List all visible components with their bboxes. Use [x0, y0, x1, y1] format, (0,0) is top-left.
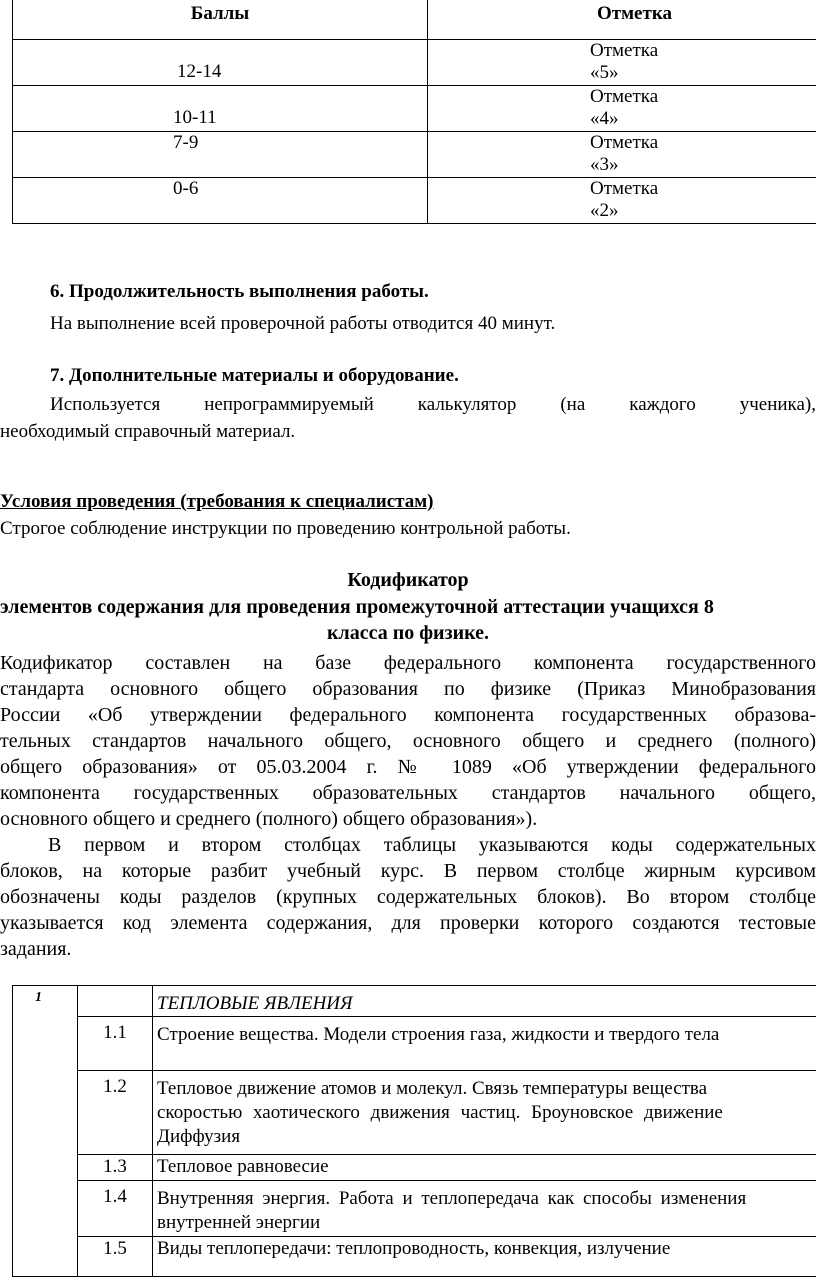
- paragraph-line: основного общего и среднего (полного) общего образования»).: [0, 806, 816, 832]
- table-row: [13, 1181, 816, 1237]
- paragraph-line: В первом и втором столбцах таблицы указываются коды содержательных: [0, 832, 816, 858]
- table-row: [13, 1071, 816, 1155]
- points-cell: 0-6: [173, 178, 427, 200]
- paragraph-line: тельных стандартов начального общего, основного общего и среднего (полного): [0, 728, 816, 754]
- element-text: Строение вещества. Модели строения газа, жидкости и твердого тела: [157, 1023, 816, 1047]
- element-code: 1.2: [78, 1071, 153, 1155]
- grade-word: Отметка: [590, 178, 816, 200]
- paragraph-line: компонента государственных образовательных стандартов начального общего,: [0, 780, 816, 806]
- paragraph-line: указывается код элемента содержания, для проверки которого создаются тестовые: [0, 910, 816, 936]
- grade-value: «3»: [590, 154, 816, 176]
- grade-word: Отметка: [590, 86, 816, 108]
- grade-word: Отметка: [590, 132, 816, 154]
- codifier-paragraph-2: [0, 832, 816, 962]
- section6-text: На выполнение всей проверочной работы отводится 40 минут.: [50, 312, 555, 336]
- section-code: 1: [13, 986, 77, 1010]
- table-row: [13, 40, 816, 86]
- section7-text-line1: Используется непрограммируемый калькулятор (на каждого ученика),: [50, 393, 816, 417]
- grade-word: Отметка: [590, 40, 816, 62]
- paragraph-line: стандарта основного общего образования по физике (Приказ Минобразования: [0, 676, 816, 702]
- paragraph-line: общего образования» от 05.03.2004 г. № 1089 «Об утверждении федерального: [0, 754, 816, 780]
- grade-value: «5»: [590, 62, 816, 84]
- element-text: Тепловое равновесие: [157, 1155, 816, 1179]
- paragraph-line: России «Об утверждении федерального компонента государственных образова-: [0, 702, 816, 728]
- paragraph-line: обозначены коды разделов (крупных содержательных блоков). Во втором столбце: [0, 884, 816, 910]
- table-row: [13, 1017, 816, 1071]
- element-text: Виды теплопередачи: теплопроводность, конвекция, излучение: [157, 1237, 816, 1261]
- points-cell: 12-14: [173, 40, 427, 84]
- element-code: 1.5: [78, 1237, 153, 1277]
- codifier-subtitle-line2: класса по физике.: [0, 622, 816, 645]
- table-row: [13, 178, 816, 224]
- points-header: Баллы: [13, 0, 428, 40]
- codifier-title: Кодификатор: [0, 569, 816, 592]
- grade-header: Отметка: [428, 0, 816, 40]
- conditions-title: Условия проведения (требования к специалистам): [0, 491, 434, 513]
- codifier-subtitle-line1: элементов содержания для проведения промежуточной аттестации учащихся 8: [0, 596, 714, 619]
- table-row: [13, 986, 816, 1017]
- grades-table: [12, 0, 816, 224]
- section-title: ТЕПЛОВЫЕ ЯВЛЕНИЯ: [153, 986, 816, 1017]
- element-text: скоростью хаотического движения частиц. Броуновское движение: [157, 1101, 816, 1125]
- conditions-text: Строгое соблюдение инструкции по проведению контрольной работы.: [0, 517, 571, 541]
- points-cell: 7-9: [173, 132, 427, 154]
- grades-header-row: [13, 0, 816, 40]
- codifier-paragraph-1: [0, 650, 816, 832]
- element-code: 1.1: [78, 1017, 153, 1071]
- section7-text-line2: необходимый справочный материал.: [0, 420, 295, 444]
- table-row: [13, 1155, 816, 1181]
- grade-value: «2»: [590, 200, 816, 222]
- paragraph-line: блоков, на которые разбит учебный курс. В первом столбце жирным курсивом: [0, 858, 816, 884]
- section6-title: 6. Продолжительность выполнения работы.: [50, 281, 429, 303]
- element-text: Тепловое движение атомов и молекул. Связь температуры вещества: [157, 1077, 816, 1101]
- element-code: 1.4: [78, 1181, 153, 1237]
- table-row: [13, 86, 816, 132]
- element-text: внутренней энергии: [157, 1211, 816, 1235]
- element-code: 1.3: [78, 1155, 153, 1181]
- points-cell: 10-11: [173, 86, 427, 130]
- table-row: [13, 132, 816, 178]
- element-text: Диффузия: [157, 1125, 816, 1149]
- paragraph-line: Кодификатор составлен на базе федерального компонента государственного: [0, 650, 816, 676]
- element-text: Внутренняя энергия. Работа и теплопередача как способы изменения: [157, 1187, 816, 1211]
- codifier-table: [12, 985, 816, 1277]
- paragraph-line: задания.: [0, 936, 816, 962]
- section7-title: 7. Дополнительные материалы и оборудование.: [50, 365, 459, 387]
- grade-value: «4»: [590, 108, 816, 130]
- table-row: [13, 1237, 816, 1277]
